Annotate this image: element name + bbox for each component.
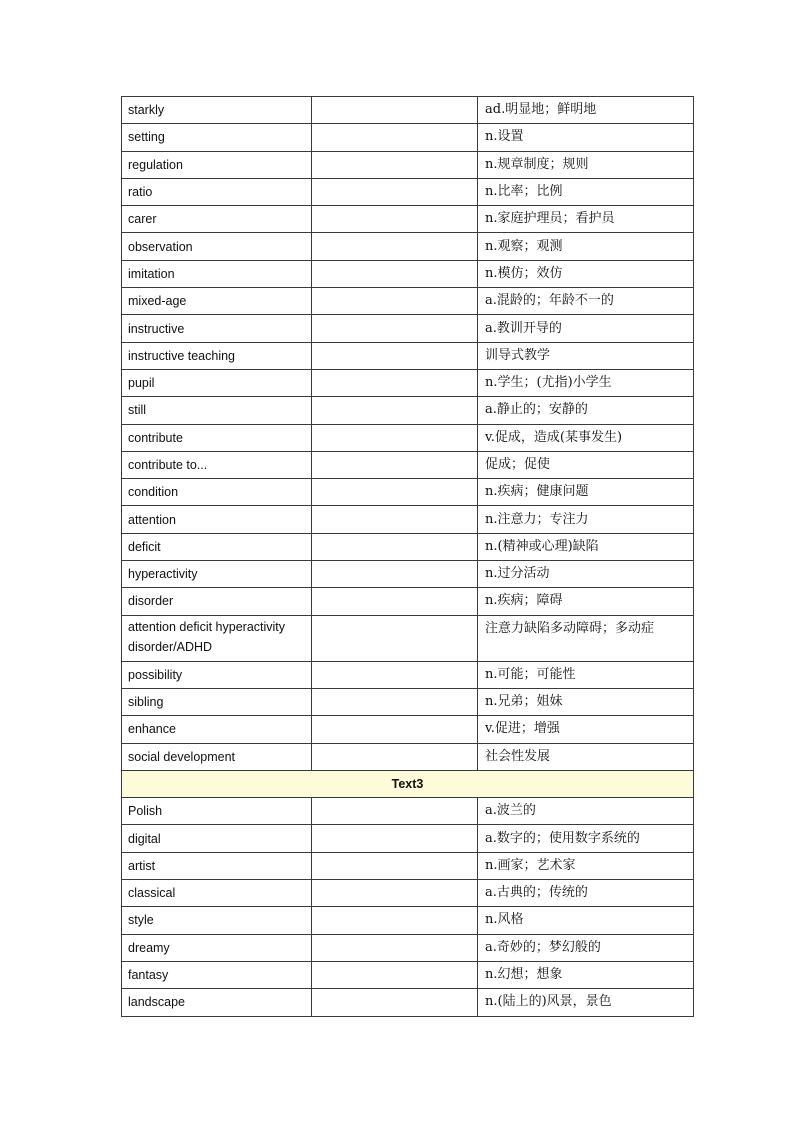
meaning-cell: a.数字的；使用数字系统的	[478, 825, 694, 852]
blank-cell	[312, 397, 478, 424]
meaning-cell: n.模仿；效仿	[478, 260, 694, 287]
table-row	[122, 880, 694, 907]
blank-cell	[312, 934, 478, 961]
blank-cell	[312, 178, 478, 205]
meaning-cell: n.(精神或心理)缺陷	[478, 533, 694, 560]
meaning-cell: n.过分活动	[478, 561, 694, 588]
table-row	[122, 615, 694, 661]
blank-cell	[312, 961, 478, 988]
blank-cell	[312, 561, 478, 588]
blank-cell	[312, 260, 478, 287]
word-cell: sibling	[122, 688, 312, 715]
meaning-cell: n.规章制度；规则	[478, 151, 694, 178]
table-row	[122, 315, 694, 342]
meaning-cell: a.奇妙的；梦幻般的	[478, 934, 694, 961]
blank-cell	[312, 852, 478, 879]
word-cell: pupil	[122, 369, 312, 396]
table-row	[122, 206, 694, 233]
meaning-cell: a.混龄的；年龄不一的	[478, 288, 694, 315]
meaning-cell: n.幻想；想象	[478, 961, 694, 988]
meaning-cell: v.促成，造成(某事发生)	[478, 424, 694, 451]
blank-cell	[312, 369, 478, 396]
table-row	[122, 506, 694, 533]
blank-cell	[312, 451, 478, 478]
meaning-cell: a.静止的；安静的	[478, 397, 694, 424]
section-title: Text3	[122, 770, 694, 797]
word-cell: setting	[122, 124, 312, 151]
word-cell: mixed-age	[122, 288, 312, 315]
table-row	[122, 688, 694, 715]
table-row	[122, 743, 694, 770]
word-cell: social development	[122, 743, 312, 770]
table-row	[122, 825, 694, 852]
word-cell: attention	[122, 506, 312, 533]
word-cell: hyperactivity	[122, 561, 312, 588]
word-cell: dreamy	[122, 934, 312, 961]
blank-cell	[312, 907, 478, 934]
section-header-row	[122, 770, 694, 797]
blank-cell	[312, 206, 478, 233]
blank-cell	[312, 506, 478, 533]
word-cell: disorder	[122, 588, 312, 615]
meaning-cell: n.注意力；专注力	[478, 506, 694, 533]
blank-cell	[312, 688, 478, 715]
blank-cell	[312, 615, 478, 661]
blank-cell	[312, 342, 478, 369]
word-cell: deficit	[122, 533, 312, 560]
table-row	[122, 124, 694, 151]
blank-cell	[312, 97, 478, 124]
blank-cell	[312, 661, 478, 688]
table-row	[122, 451, 694, 478]
table-row	[122, 961, 694, 988]
meaning-cell: n.疾病；障碍	[478, 588, 694, 615]
word-cell: regulation	[122, 151, 312, 178]
meaning-cell: n.比率；比例	[478, 178, 694, 205]
meaning-cell: n.(陆上的)风景，景色	[478, 989, 694, 1016]
word-cell: style	[122, 907, 312, 934]
word-cell: classical	[122, 880, 312, 907]
table-row	[122, 288, 694, 315]
word-cell: enhance	[122, 716, 312, 743]
blank-cell	[312, 288, 478, 315]
word-cell: digital	[122, 825, 312, 852]
vocabulary-table	[121, 96, 694, 1017]
meaning-cell: ad.明显地；鲜明地	[478, 97, 694, 124]
meaning-cell: a.教训开导的	[478, 315, 694, 342]
word-cell: attention deficit hyperactivity disorder/ADHD	[122, 615, 312, 661]
table-row	[122, 588, 694, 615]
blank-cell	[312, 716, 478, 743]
meaning-cell: 促成；促使	[478, 451, 694, 478]
blank-cell	[312, 151, 478, 178]
meaning-cell: n.家庭护理员；看护员	[478, 206, 694, 233]
meaning-cell: 注意力缺陷多动障碍；多动症	[478, 615, 694, 661]
table-row	[122, 852, 694, 879]
table-row	[122, 561, 694, 588]
blank-cell	[312, 798, 478, 825]
table-row	[122, 342, 694, 369]
meaning-cell: n.学生；(尤指)小学生	[478, 369, 694, 396]
word-cell: possibility	[122, 661, 312, 688]
word-cell: imitation	[122, 260, 312, 287]
word-cell: contribute	[122, 424, 312, 451]
table-row	[122, 989, 694, 1016]
word-cell: landscape	[122, 989, 312, 1016]
word-cell: observation	[122, 233, 312, 260]
meaning-cell: a.波兰的	[478, 798, 694, 825]
meaning-cell: n.可能；可能性	[478, 661, 694, 688]
blank-cell	[312, 743, 478, 770]
word-cell: contribute to...	[122, 451, 312, 478]
word-cell: still	[122, 397, 312, 424]
meaning-cell: n.设置	[478, 124, 694, 151]
blank-cell	[312, 424, 478, 451]
word-cell: instructive teaching	[122, 342, 312, 369]
blank-cell	[312, 479, 478, 506]
blank-cell	[312, 315, 478, 342]
table-row	[122, 151, 694, 178]
meaning-cell: 训导式教学	[478, 342, 694, 369]
table-row	[122, 798, 694, 825]
table-row	[122, 661, 694, 688]
blank-cell	[312, 124, 478, 151]
table-row	[122, 424, 694, 451]
word-cell: condition	[122, 479, 312, 506]
meaning-cell: n.画家；艺术家	[478, 852, 694, 879]
table-row	[122, 533, 694, 560]
word-cell: artist	[122, 852, 312, 879]
meaning-cell: v.促进；增强	[478, 716, 694, 743]
blank-cell	[312, 233, 478, 260]
table-row	[122, 178, 694, 205]
word-cell: instructive	[122, 315, 312, 342]
word-cell: fantasy	[122, 961, 312, 988]
table-row	[122, 479, 694, 506]
meaning-cell: n.风格	[478, 907, 694, 934]
blank-cell	[312, 825, 478, 852]
table-row	[122, 369, 694, 396]
word-cell: ratio	[122, 178, 312, 205]
meaning-cell: n.疾病；健康问题	[478, 479, 694, 506]
table-row	[122, 233, 694, 260]
table-row	[122, 716, 694, 743]
meaning-cell: n.观察；观测	[478, 233, 694, 260]
meaning-cell: a.古典的；传统的	[478, 880, 694, 907]
table-row	[122, 934, 694, 961]
blank-cell	[312, 880, 478, 907]
meaning-cell: 社会性发展	[478, 743, 694, 770]
word-cell: starkly	[122, 97, 312, 124]
table-row	[122, 907, 694, 934]
table-row	[122, 397, 694, 424]
table-row	[122, 260, 694, 287]
word-cell: carer	[122, 206, 312, 233]
word-cell: Polish	[122, 798, 312, 825]
meaning-cell: n.兄弟；姐妹	[478, 688, 694, 715]
blank-cell	[312, 533, 478, 560]
blank-cell	[312, 989, 478, 1016]
table-row	[122, 97, 694, 124]
blank-cell	[312, 588, 478, 615]
